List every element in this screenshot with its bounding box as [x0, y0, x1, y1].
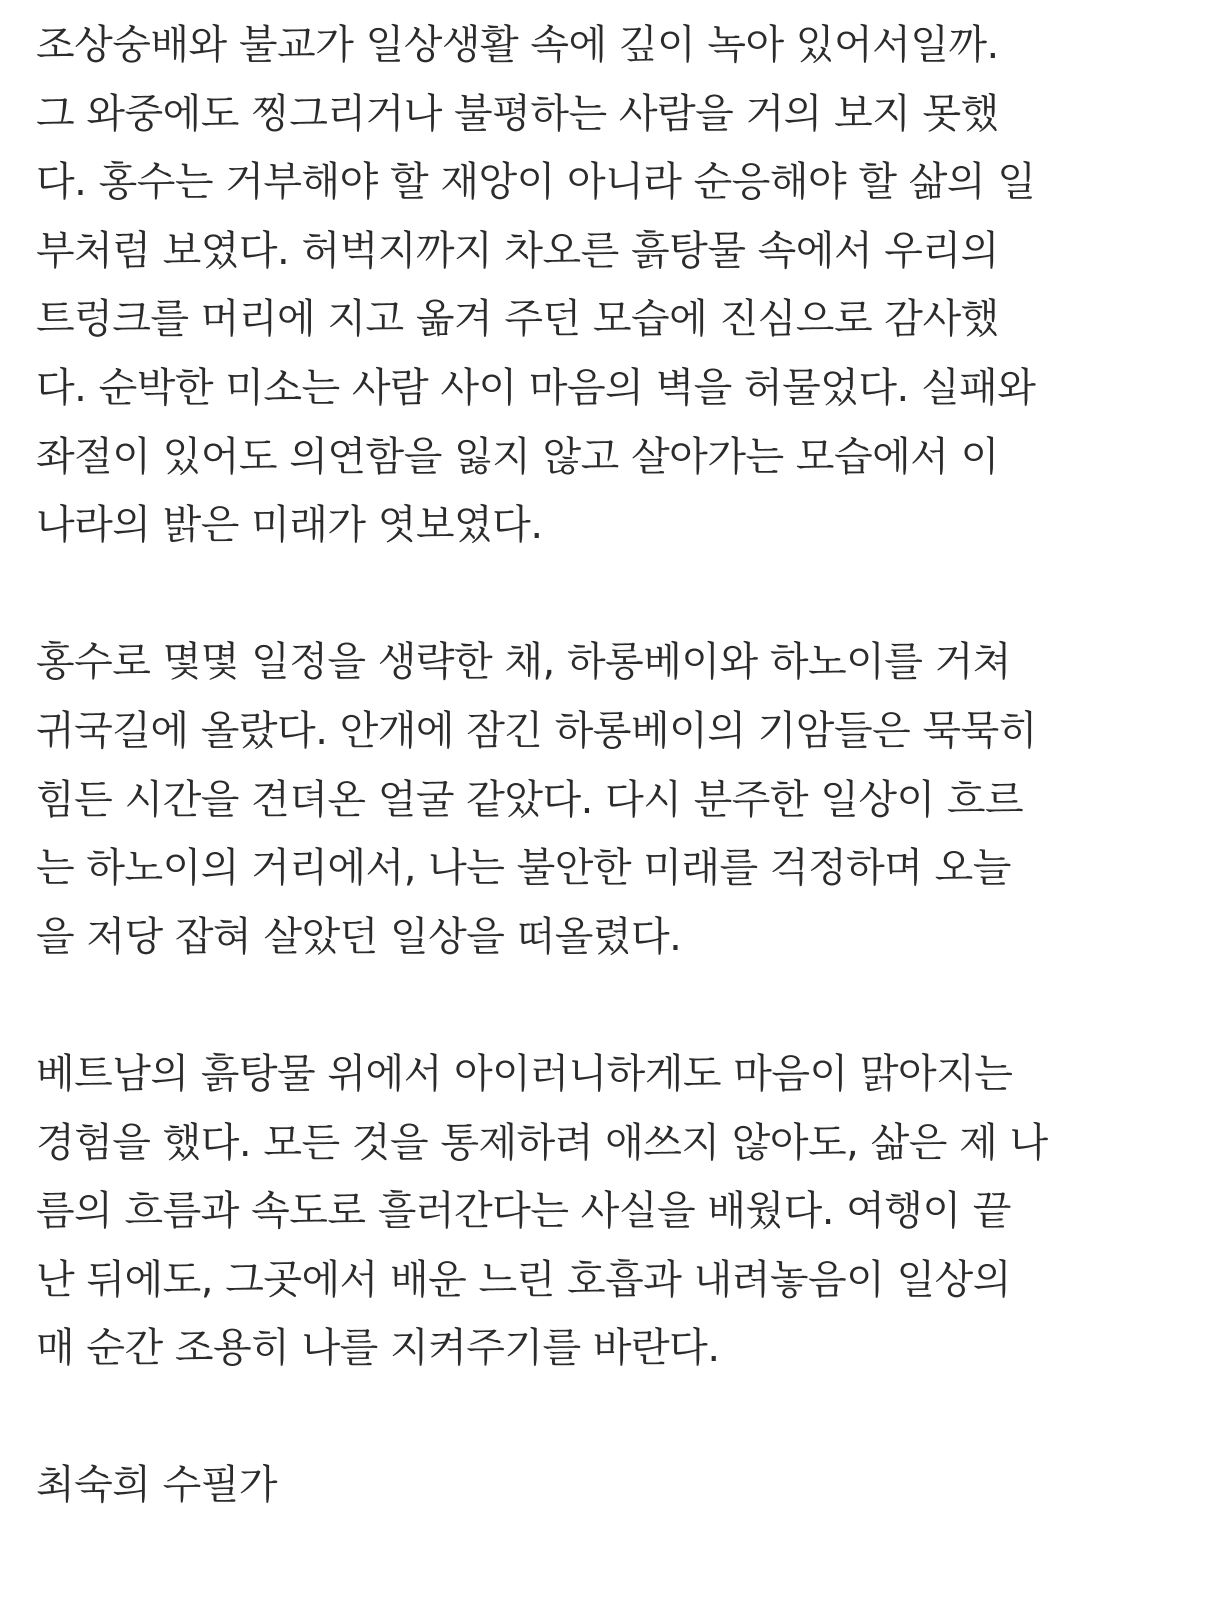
text-line: 조상숭배와 불교가 일상생활 속에 깊이 녹아 있어서일까. — [36, 22, 999, 68]
text-line: 귀국길에 올랐다. 안개에 잠긴 하롱베이의 기암들은 묵묵히 — [36, 707, 1037, 754]
paragraph-spacer — [36, 1383, 1186, 1452]
text-line: 좌절이 있어도 의연함을 잃지 않고 살아가는 모습에서 이 — [36, 433, 999, 480]
paragraph-spacer — [36, 560, 1186, 629]
text-line: 홍수로 몇몇 일정을 생략한 채, 하롱베이와 하노이를 거쳐 — [36, 639, 1011, 686]
text-line: 부처럼 보였다. 허벅지까지 차오른 흙탕물 속에서 우리의 — [36, 227, 999, 274]
text-line: 다. 홍수는 거부해야 할 재앙이 아니라 순응해야 할 삶의 일 — [36, 159, 1036, 206]
text-line: 난 뒤에도, 그곳에서 배운 느린 호흡과 내려놓음이 일상의 — [36, 1256, 1011, 1303]
text-line: 힘든 시간을 견뎌온 얼굴 같았다. 다시 분주한 일상이 흐르 — [36, 776, 1024, 823]
paragraph-3 — [36, 1040, 1186, 1383]
text-line: 나라의 밝은 미래가 엿보였다. — [36, 502, 543, 549]
text-line: 베트남의 흙탕물 위에서 아이러니하게도 마음이 맑아지는 — [36, 1050, 1013, 1097]
author-byline: 최숙희 수필가 — [36, 1462, 278, 1509]
paragraph-spacer — [36, 971, 1186, 1040]
paragraph-2 — [36, 628, 1186, 971]
text-line: 그 와중에도 찡그리거나 불평하는 사람을 거의 보지 못했 — [36, 90, 999, 137]
text-line: 트렁크를 머리에 지고 옮겨 주던 모습에 진심으로 감사했 — [36, 296, 999, 343]
text-line: 름의 흐름과 속도로 흘러간다는 사실을 배웠다. 여행이 끝 — [36, 1188, 1011, 1235]
text-line: 는 하노이의 거리에서, 나는 불안한 미래를 걱정하며 오늘 — [36, 845, 1011, 892]
paragraph-1 — [36, 11, 1186, 560]
text-line: 다. 순박한 미소는 사람 사이 마음의 벽을 허물었다. 실패와 — [36, 364, 1036, 411]
text-line: 경험을 했다. 모든 것을 통제하려 애쓰지 않아도, 삶은 제 나 — [36, 1119, 1048, 1166]
text-line: 을 저당 잡혀 살았던 일상을 떠올렸다. — [36, 913, 682, 960]
article-body — [36, 11, 1186, 1520]
text-line: 매 순간 조용히 나를 지켜주기를 바란다. — [36, 1325, 720, 1372]
